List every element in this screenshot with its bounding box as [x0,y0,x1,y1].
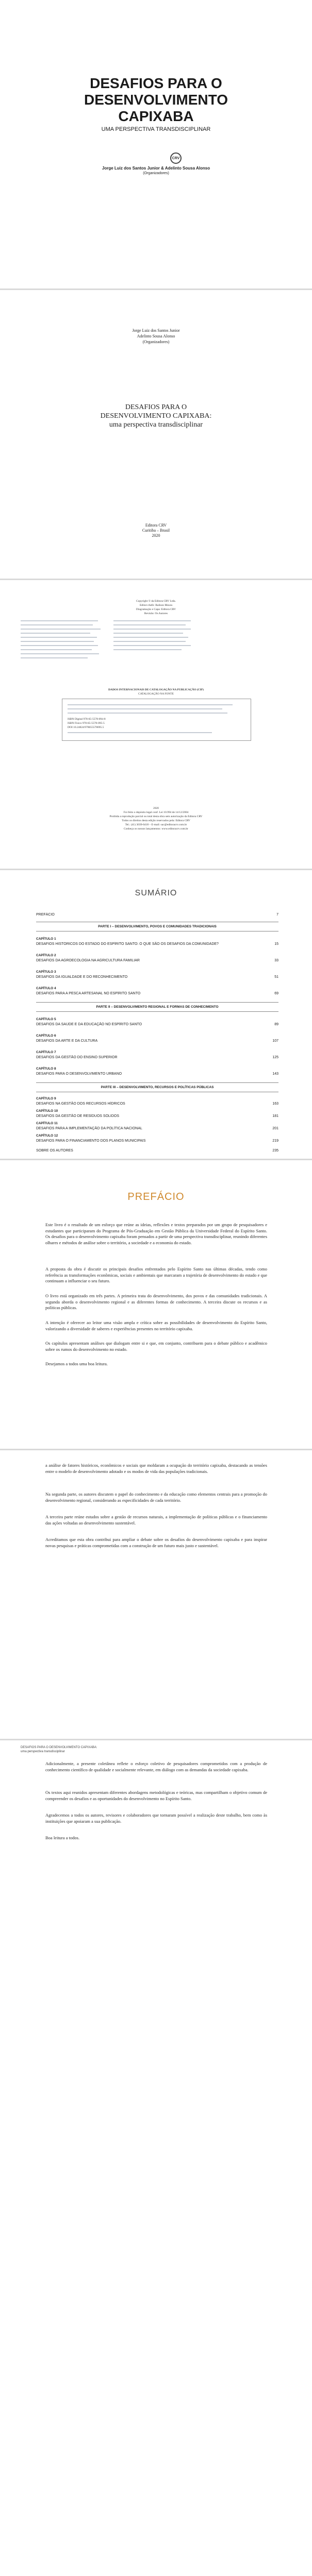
body-paragraph: A terceira parte reúne estudos sobre a gestão de recursos naturais, a implementação de políticas públicas e o financiamento das ações voltadas ao desenvolvimento sustentável. [45,1514,267,1526]
footer-deposito: Foi feito o depósito legal conf. Lei 10.994 de 14/12/2004 [123,811,189,814]
text-line [21,653,99,654]
cip-title: DADOS INTERNACIONAIS DE CATALOGAÇÃO NA PUBLICAÇÃO (CIP) [108,688,204,691]
toc-entry-title: DESAFIOS DA SAÚDE E DA EDUCAÇÃO NO ESPÍRITO SANTO [36,1023,142,1026]
toc-entry-title: DESAFIOS PARA A PESCA ARTESANAL NO ESPÍRITO SANTO [36,992,141,995]
body-paragraph: a análise de fatores históricos, econômicos e sociais que moldaram a ocupação do território capixaba, destacando as tensões entre o modelo de desenvolvimento adotado e os modos de vida das populações tradicionais. [45,1463,267,1474]
toc-entry-page: 219 [272,1139,278,1143]
title-page-year: 2020 [152,533,160,538]
body-paragraph: Na segunda parte, os autores discutem o papel do conhecimento e da educação como elementos centrais para a promoção do desenvolvimento regional, considerando as especificidades de cada território. [45,1492,267,1503]
toc-entry-page: 51 [274,975,278,979]
title-page-title3: uma perspectiva transdisciplinar [109,421,203,429]
toc-entry-page: 201 [272,1127,278,1130]
preface-paragraph: A intenção é oferecer ao leitor uma visão ampla e crítica sobre as possibilidades de desenvolvimento do Espírito Santo, valorizando a diversidade de saberes e experiências presentes no território capixaba. [45,1320,267,1331]
text-line [113,629,191,630]
toc-cap2-label: CAPÍTULO 2 [36,954,56,957]
footer-year: 2020 [153,807,159,810]
toc-cap7[interactable] [36,1055,278,1060]
text-line [113,641,186,642]
cover-title-line1: DESAFIOS PARA O [90,75,222,91]
copyright-line: Copyright © da Editora CRV Ltda. [136,600,176,603]
toc-cap1[interactable] [36,942,278,946]
toc-entry-title: SOBRE OS AUTORES [36,1149,73,1153]
text-line [113,637,188,638]
title-page-author1: Jorge Luiz dos Santos Junior [132,328,180,333]
toc-cap6[interactable] [36,1039,278,1043]
toc-entry-page: 143 [272,1072,278,1076]
toc-entry-title: DESAFIOS DA ARTE E DA CULTURA [36,1039,98,1043]
toc-part2: PARTE II – DESENVOLVIMENTO REGIONAL E FORMAS DE CONHECIMENTO [96,1005,219,1009]
preface-paragraph: O livro está organizado em três partes. A primeira trata do desenvolvimento, dos povos e das comunidades tradicionais. A segunda aborda o desenvolvimento regional e as diferentes formas de conhecimento. A terceira discute os recursos e as políticas públicas. [45,1293,267,1310]
toc-cap9-label: CAPÍTULO 9 [36,1097,56,1100]
text-line [68,704,233,705]
toc-cap8-label: CAPÍTULO 8 [36,1067,56,1071]
editor-line: Editor-chefe: Railson Moura [139,604,173,607]
preface-continued-page [0,1450,312,1739]
footer-contact: Tel.: (41) 3039-6418 – E-mail: sac@editoracrv.com.br [125,823,187,826]
toc-entry-title: DESAFIOS PARA O FINANCIAMENTO DOS PLANOS MUNICIPAIS [36,1139,146,1143]
text-line [113,633,183,634]
preface-title: PREFÁCIO [127,1191,185,1202]
cover-authors: Jorge Luiz dos Santos Junior & Adelinto Sousa Alonso [102,166,210,171]
toc-part1: PARTE I – DESENVOLVIMENTO, POVOS E COMUNIDADES TRADICIONAIS [98,925,217,928]
toc-entry-page: 235 [272,1149,278,1153]
body-paragraph: Os textos aqui reunidos apresentam diferentes abordagens metodológicas e teóricas, mas compartilham o objetivo comum de compreender os desafios e as oportunidades do desenvolvimento no Espírito Santo. [45,1790,267,1801]
toc-entry-page: 7 [276,913,278,917]
copyright-page [0,580,312,869]
title-page-city: Curitiba – Brasil [142,528,170,533]
toc-entry-title: DESAFIOS HISTÓRICOS DO ESTADO DO ESPÍRITO SANTO: O QUE SÃO OS DESAFIOS DA COMUNIDADE? [36,942,219,946]
text-line [21,624,93,625]
cip-box [62,699,251,741]
cover-title-line2: DESENVOLVIMENTO [84,92,228,108]
footer-proibida: Proibida a reprodução parcial ou total desta obra sem autorização da Editora CRV [109,815,203,818]
toc-entry-title: DESAFIOS DA GESTÃO DE RESÍDUOS SÓLIDOS [36,1114,120,1118]
toc-cap8[interactable] [36,1072,278,1076]
toc-part3: PARTE III – DESENVOLVIMENTO, RECURSOS E POLÍTICAS PÚBLICAS [101,1086,214,1089]
text-line [68,713,227,714]
toc-cap12-label: CAPÍTULO 12 [36,1134,58,1138]
toc-entry-page: 163 [272,1102,278,1106]
body-paragraph: Agradecemos a todos os autores, revisores e colaboradores que tornaram possível a realização deste trabalho, bem como às instituições que apoiaram a sua publicação. [45,1812,267,1824]
title-page-author2: Adelinto Sousa Alonso [137,334,175,338]
toc-cap4[interactable] [36,991,278,996]
cover-page [0,0,312,289]
diagramacao-line: Diagramação e Capa: Editora CRV [136,608,176,611]
text-line [21,633,90,634]
footer-site: Conheça os nossos lançamentos: www.editoracrv.com.br [124,827,188,831]
toc-cap1-label: CAPÍTULO 1 [36,937,56,941]
title-page-title1: DESAFIOS PARA O [125,403,187,411]
text-line [21,629,101,630]
title-page-role: (Organizadores) [142,340,170,344]
doi: DOI 10.24824/978655578095.5 [68,726,104,729]
toc-cap12[interactable] [36,1139,278,1143]
text-line [21,641,94,642]
publisher-logo: CRV [170,152,182,164]
body-page [0,1740,312,2029]
text-line [68,732,212,733]
running-header-subtitle: uma perspectiva transdisciplinar [21,1750,65,1753]
preface-paragraph: A proposta da obra é discutir os principais desafios enfrentados pelo Espírito Santo nas últimas décadas, tendo como referência as transformações econômicas, sociais e ambientais que marcaram a trajetória de desenvolvimento do estado e que continuam a influenciar o seu futuro. [45,1266,267,1283]
toc-cap2[interactable] [36,958,278,963]
text-line [113,649,182,650]
toc-rule [36,1002,278,1003]
isbn-fisico: ISBN Físico 978-65-5578-095-5 [68,722,105,725]
toc-rule [36,1011,278,1012]
toc-entry-page: 89 [274,1023,278,1026]
toc-entry-page: 69 [274,992,278,995]
blank-area [0,2029,312,2576]
title-page-title2: DESENVOLVIMENTO CAPIXABA: [100,412,212,420]
toc-cap9[interactable] [36,1101,278,1106]
toc-entry-title: DESAFIOS DA IGUALDADE E DO RECONHECIMENTO [36,975,128,979]
toc-sobre[interactable] [36,1148,278,1153]
toc-cap3[interactable] [36,975,278,979]
text-line [21,657,88,658]
preface-paragraph: Os capítulos apresentam análises que dialogam entre si e que, em conjunto, contribuem para o debate público e acadêmico sobre os rumos do desenvolvimento no estado. [45,1341,267,1352]
toc-entry-page: 125 [272,1056,278,1059]
toc-cap4-label: CAPÍTULO 4 [36,987,56,990]
toc-entry-page: 181 [272,1114,278,1118]
text-line [113,645,191,646]
body-paragraph: Adicionalmente, a presente coletânea reflete o esforço coletivo de pesquisadores comprometidos com a produção de conhecimento científico de qualidade e socialmente relevante, em diálogo com as demandas da sociedade capixaba. [45,1761,267,1772]
body-paragraph: Acreditamos que esta obra contribui para ampliar o debate sobre os desafios do desenvolvimento capixaba e para inspirar novas pesquisas e práticas comprometidas com a construção de um futuro mais justo e sustentável. [45,1537,267,1548]
toc-entry-title: DESAFIOS DA GESTÃO DO ENSINO SUPERIOR [36,1056,118,1059]
footer-direitos: Todos os direitos desta edição reservados pela: Editora CRV [122,819,190,822]
toc-rule [36,1082,278,1083]
toc-cap7-label: CAPÍTULO 7 [36,1050,56,1054]
preface-page [0,1160,312,1449]
text-line [21,645,98,646]
toc-title: SUMÁRIO [135,889,177,897]
text-line [68,708,222,709]
toc-cap5[interactable] [36,1022,278,1027]
toc-cap11[interactable] [36,1126,278,1131]
toc-prefacio[interactable] [36,912,278,917]
cover-subtitle: UMA PERSPECTIVA TRANSDISCIPLINAR [101,126,211,132]
cip-subtitle: CATALOGAÇÃO NA FONTE [138,692,174,696]
text-line [113,624,186,625]
toc-entry-title: PREFÁCIO [36,913,55,917]
toc-entry-page: 107 [272,1039,278,1043]
toc-entry-title: DESAFIOS PARA O DESENVOLVIMENTO URBANO [36,1072,122,1076]
running-header-title: DESAFIOS PARA O DESENVOLVIMENTO CAPIXABA: [21,1746,97,1749]
toc-cap11-label: CAPÍTULO 11 [36,1122,58,1125]
toc-entry-title: DESAFIOS PARA A IMPLEMENTAÇÃO DA POLÍTICA NACIONAL [36,1127,142,1130]
preface-paragraph: Este livro é o resultado de um esforço que reúne as ideias, reflexões e textos preparados por um grupo de pesquisadores e estudantes que participaram do Programa de Pós-Graduação em Gestão Pública da Universidade Federal do Espírito Santo. Os desafios para o desenvolvimento capixaba foram pensados a partir de uma perspectiva transdisciplinar, reunindo diferentes olhares e métodos de análise sobre o território, a sociedade e a economia do estado. [45,1222,267,1245]
text-line [21,649,92,650]
toc-cap10[interactable] [36,1114,278,1118]
toc-cap5-label: CAPÍTULO 5 [36,1018,56,1021]
body-paragraph: Boa leitura a todos. [45,1835,80,1840]
cover-role: (Organizadores) [143,172,169,175]
toc-entry-title: DESAFIOS NA GESTÃO DOS RECURSOS HÍDRICOS [36,1102,125,1106]
toc-entry-title: DESAFIOS DA AGROECOLOGIA NA AGRICULTURA FAMILIAR [36,959,140,962]
revisao-line: Revisão: Os Autores [144,612,168,615]
title-page [0,290,312,579]
toc-entry-page: 15 [274,942,278,946]
toc-cap3-label: CAPÍTULO 3 [36,970,56,974]
preface-paragraph: Desejamos a todos uma boa leitura. [45,1361,108,1366]
toc-cap6-label: CAPÍTULO 6 [36,1034,56,1038]
toc-cap10-label: CAPÍTULO 10 [36,1109,58,1113]
isbn-digital: ISBN Digital 978-65-5578-094-8 [68,718,106,721]
text-line [21,637,97,638]
conselho-block [21,618,291,665]
toc-entry-page: 33 [274,959,278,962]
title-page-publisher: Editora CRV [145,523,167,528]
toc-page [0,870,312,1159]
text-line [21,620,98,621]
text-line [113,620,191,621]
cover-title-line3: CAPIXABA [118,108,194,124]
